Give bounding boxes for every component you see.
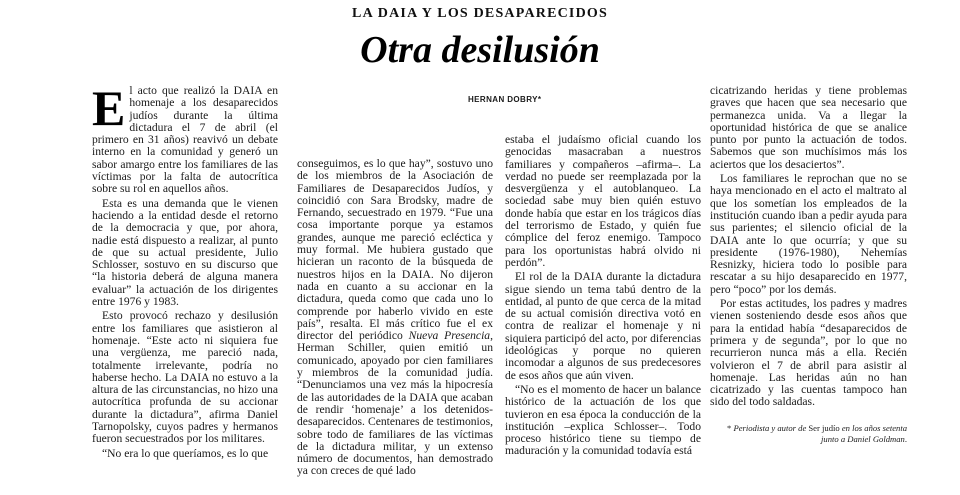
paragraph xyxy=(297,158,493,478)
paragraph: Esta es una demanda que le vienen haciendo a la entidad desde el retorno de la democracia y que, por ahora, nadie está dispuesto a realizar, al punto de que su actual presidente, Julio Schlosser, sostuvo en su discurso que “la historia deberá de alguna manera evaluar” la actuación de los dirigentes entre 1976 y 1983. xyxy=(92,196,278,309)
paragraph xyxy=(92,80,278,196)
paragraph: estaba el judaísmo oficial cuando los genocidas masacraban a nuestros familiares y compañeros –afirma–. La verdad no puede ser reemplazada por la desvergüenza y el autoblanqueo. La sociedad sabe muy bien quién estuvo donde había que estar en los trágicos días del terrorismo de Estado, y quién fue cómplice del feroz enemigo. Tampoco para los oportunistas habrá olvido ni perdón”. xyxy=(505,133,701,269)
paragraph: “No era lo que queríamos, es lo que xyxy=(102,446,269,460)
footnote-text: en los años setenta xyxy=(839,423,907,433)
paragraph: Por estas actitudes, los padres y madres vienen sosteniendo desde esos años que para la entidad había “desaparecidos de primera y de segunda”, por lo que no recurrieron nunca más a ella. Recién volvieron el 7 de abril para asistir al homenaje. Las heridas aún no han cicatrizado y las cuentas tampoco han sido del todo saldadas. xyxy=(710,297,907,409)
footnote-marker: * xyxy=(727,423,734,433)
byline: HERNAN DOBRY* xyxy=(468,95,542,104)
article-headline: Otra desilusión xyxy=(360,29,600,71)
article-column-4 xyxy=(710,85,907,409)
paragraph-text: l acto que realizó la DAIA en homenaje a los desaparecidos judíos durante la última dictadura el 7 de abril (el primero en 31 años) reavivó un debate interno en la comunidad y generó un sabor amargo entre los familiares de las víctimas por la falta de autocrítica sobre su rol en aquellos años. xyxy=(92,84,278,196)
drop-cap: E xyxy=(92,80,126,136)
article-column-1 xyxy=(92,80,278,460)
section-kicker: LA DAIA Y LOS DESAPARECIDOS xyxy=(352,6,608,21)
book-title: Ser judío xyxy=(808,423,840,433)
paragraph-text: conseguimos, es lo que hay”, sostuvo uno de los miembros de la Asociación de Familiares de Desaparecidos Judíos, y coincidió con Sara Brodsky, madre de Fernando, secuestrado en 1979. “Fue una cosa importante porque ya estamos grandes, aunque me pareció ecléctica y muy formal. Me hubiera gustado que hicieran un raconto de la búsqueda de nuestros hijos en la DAIA. No dijeron nada en cuanto a su accionar en la dictadura, queda como que cada uno lo comprende por haberlo vivido en este país”, resalta. El más crítico fue el ex director del periódico xyxy=(297,157,493,343)
paragraph: “No es el momento de hacer un balance histórico de la actuación de los que tuvieron en esa época la conducción de la institución –explica Schlosser–. Todo proceso histórico tiene su tiempo de maduración y la comunidad todavía está xyxy=(505,382,701,458)
article-column-2 xyxy=(297,158,493,478)
paragraph: Esto provocó rechazo y desilusión entre los familiares que asistieron al homenaje. “Este acto ni siquiera fue una vergüenza, me pareció nada, totalmente irrelevante, podría no haberse hecho. La DAIA no estuvo a la altura de las circunstancias, no hizo una autocrítica profunda de su accionar durante la dictadura”, afirma Daniel Tarnopolsky, cuyos padres y hermanos fueron secuestrados por los militares. xyxy=(92,309,278,446)
footnote-text: junto a Daniel Goldman xyxy=(821,434,905,444)
paragraph: El rol de la DAIA durante la dictadura sigue siendo un tema tabú dentro de la entidad, al punto de que cerca de la mitad de su actual comisión directiva votó en contra de realizar el homenaje y ni siquiera participó del acto, por diferencias ideológicas y porque no quieren incomodar a algunos de sus predecesores de esos años que aún viven. xyxy=(505,270,701,382)
paragraph: Los familiares le reprochan que no se haya mencionado en el acto el maltrato al que los sometían los empleados de la institución cuando iban a pedir ayuda para sus parientes; el silencio oficial de la DAIA ante lo que ocurría; y que su presidente (1976-1980), Nehemías Resnizky, hiciera todo lo posible para rescatar a su hijo desaparecido en 1977, pero “poco” por los demás. xyxy=(710,172,907,296)
publication-name: Nueva Presencia xyxy=(408,329,491,343)
article-column-3 xyxy=(505,134,701,458)
footnote-text: . xyxy=(904,434,907,444)
paragraph: cicatrizando heridas y tiene problemas graves que hacen que sea necesario que permanezca unida. Va a llegar la oportunidad histórica de que se analice punto por punto la actuación de todos. Sabemos que son muchísimos más los aciertos que los desaciertos”. xyxy=(710,84,907,171)
footnote-text: Periodista y autor de xyxy=(733,423,809,433)
author-footnote xyxy=(710,423,907,445)
paragraph-text: , Herman Schiller, quien emitió un comunicado, apoyado por cien familiares y miembros de la comunidad judía. “Denunciamos una vez más la hipocresía de las autoridades de la DAIA que acaban de rendir ‘homenaje’ a los detenidos-desaparecidos. Centenares de testimonios, sobre todo de familiares de las víctimas de la dictadura militar, y un extenso número de documentos, han demostrado ya con creces de qué lado xyxy=(297,329,493,478)
